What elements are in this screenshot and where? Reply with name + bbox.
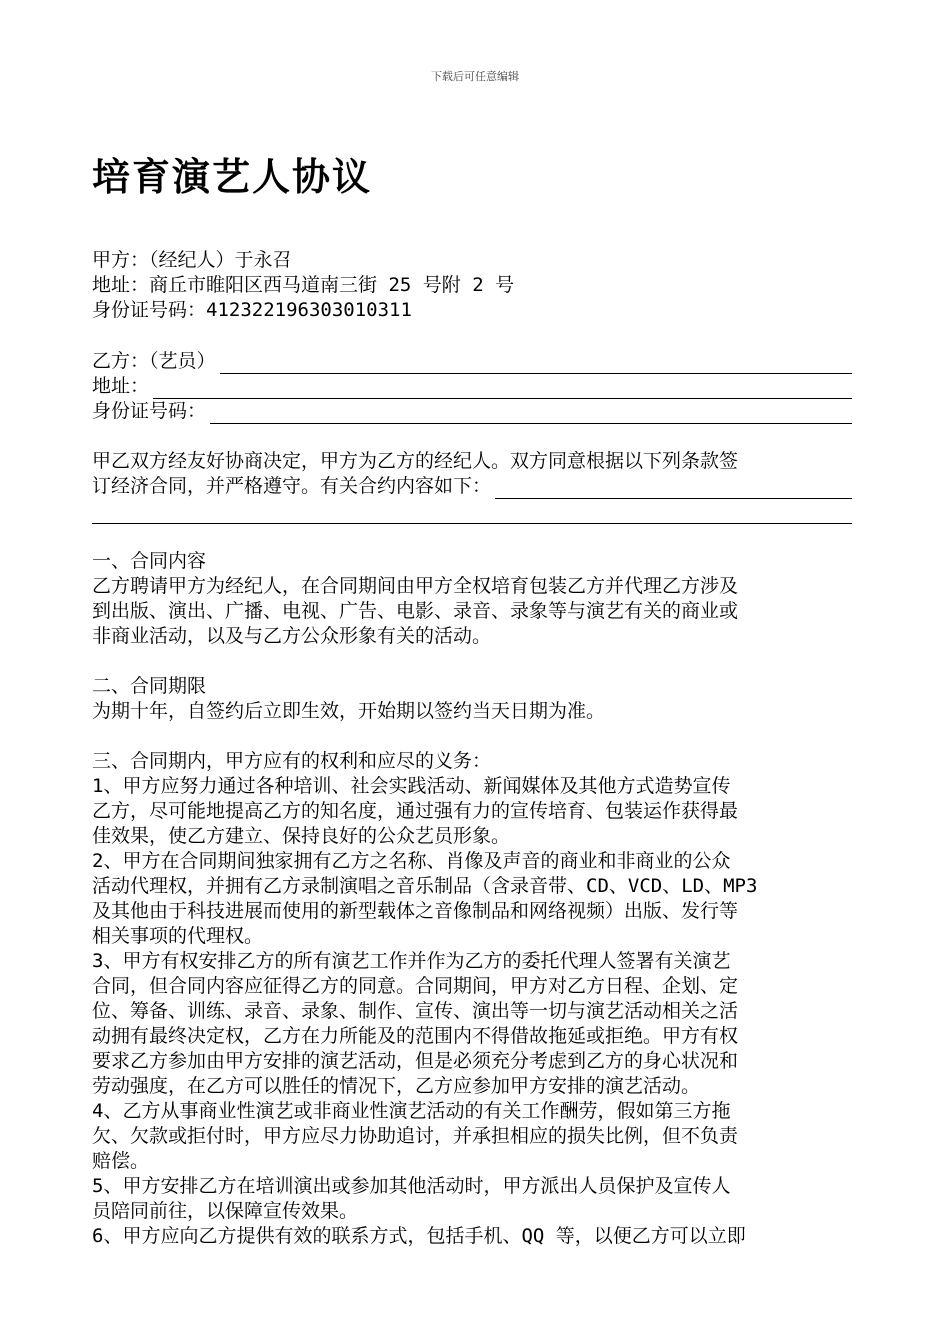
section-3-line: 4、乙方从事商业性演艺或非商业性演艺活动的有关工作酬劳，假如第三方拖 (92, 1100, 731, 1122)
section-3-line: 动拥有最终决定权，乙方在力所能及的范围内不得借故拖延或拒绝。甲方有权 (92, 1025, 739, 1047)
party-b-id-blank (210, 404, 852, 424)
intro-blank-1 (495, 479, 852, 499)
party-b-id-label: 身份证号码： (92, 400, 207, 422)
section-1-line: 到出版、演出、广播、电视、广告、电影、录音、录象等与演艺有关的商业或 (92, 600, 739, 622)
section-3-line: 及其他由于科技进展而使用的新型载体之音像制品和网络视频）出版、发行等 (92, 900, 739, 922)
intro-block (92, 449, 852, 524)
party-b-address-row (92, 374, 852, 399)
intro-blank-2 (92, 499, 852, 524)
section-1-heading: 一、合同内容 (92, 550, 207, 572)
section-2 (92, 674, 852, 724)
section-3-line: 欠、欠款或拒付时，甲方应尽力协助追讨，并承担相应的损失比例，但不负责 (92, 1125, 739, 1147)
document-title: 培育演艺人协议 (92, 154, 373, 199)
section-3-line: 合同，但合同内容应征得乙方的同意。合同期间，甲方对乙方日程、企划、定 (92, 975, 739, 997)
section-1-line: 非商业活动，以及与乙方公众形象有关的活动。 (92, 625, 492, 647)
section-2-line: 为期十年，自签约后立即生效，开始期以签约当天日期为准。 (92, 700, 606, 722)
section-1-line: 乙方聘请甲方为经纪人，在合同期间由甲方全权培育包装乙方并代理乙方涉及 (92, 575, 739, 597)
section-3-line: 要求乙方参加由甲方安排的演艺活动，但是必须充分考虑到乙方的身心状况和 (92, 1050, 739, 1072)
party-b-address-blank (153, 379, 852, 399)
section-3-line: 劳动强度，在乙方可以胜任的情况下，乙方应参加甲方安排的演艺活动。 (92, 1075, 701, 1097)
party-b-address-label: 地址： (92, 375, 150, 397)
party-b-name-row (92, 349, 852, 374)
section-3-heading: 三、合同期内，甲方应有的权利和应尽的义务： (92, 750, 492, 772)
section-3-line: 活动代理权，并拥有乙方录制演唱之音乐制品（含录音带、CD、VCD、LD、MP3 (92, 875, 758, 897)
section-3 (92, 749, 852, 1249)
section-3-line: 5、甲方安排乙方在培训演出或参加其他活动时，甲方派出人员保护及宣传人 (92, 1175, 731, 1197)
section-3-line: 位、筹备、训练、录音、录象、制作、宣传、演出等一切与演艺活动相关之活 (92, 1000, 739, 1022)
section-3-line: 员陪同前往，以保障宣传效果。 (92, 1200, 359, 1222)
intro-line-2: 订经济合同，并严格遵守。有关合约内容如下： (92, 475, 492, 497)
party-b-id-row (92, 399, 852, 424)
intro-line-2-row (92, 474, 852, 499)
section-2-heading: 二、合同期限 (92, 675, 207, 697)
section-3-line: 1、甲方应努力通过各种培训、社会实践活动、新闻媒体及其他方式造势宣传 (92, 775, 731, 797)
section-3-line: 2、甲方在合同期间独家拥有乙方之名称、肖像及声音的商业和非商业的公众 (92, 850, 731, 872)
party-a-name: 甲方：（经纪人）于永召 (92, 249, 292, 271)
party-a-block (92, 248, 852, 323)
party-a-id: 身份证号码：412322196303010311 (92, 299, 412, 321)
party-b-block (92, 349, 852, 424)
header-note: 下载后可任意编辑 (431, 70, 519, 83)
party-b-name-blank (220, 354, 852, 374)
section-3-line: 赔偿。 (92, 1150, 150, 1172)
party-b-name-label: 乙方：（艺员） (92, 350, 216, 372)
intro-line-1: 甲乙双方经友好协商决定，甲方为乙方的经纪人。双方同意根据以下列条款签 (92, 450, 739, 472)
section-3-line: 6、甲方应向乙方提供有效的联系方式，包括手机、QQ 等，以便乙方可以立即 (92, 1225, 746, 1247)
party-a-address: 地址：商丘市睢阳区西马道南三街 25 号附 2 号 (92, 274, 515, 296)
section-3-line: 佳效果，使乙方建立、保持良好的公众艺员形象。 (92, 825, 511, 847)
section-3-line: 乙方，尽可能地提高乙方的知名度，通过强有力的宣传培育、包装运作获得最 (92, 800, 739, 822)
section-3-line: 3、甲方有权安排乙方的所有演艺工作并作为乙方的委托代理人签署有关演艺 (92, 950, 731, 972)
section-1 (92, 549, 852, 649)
section-3-line: 相关事项的代理权。 (92, 925, 264, 947)
